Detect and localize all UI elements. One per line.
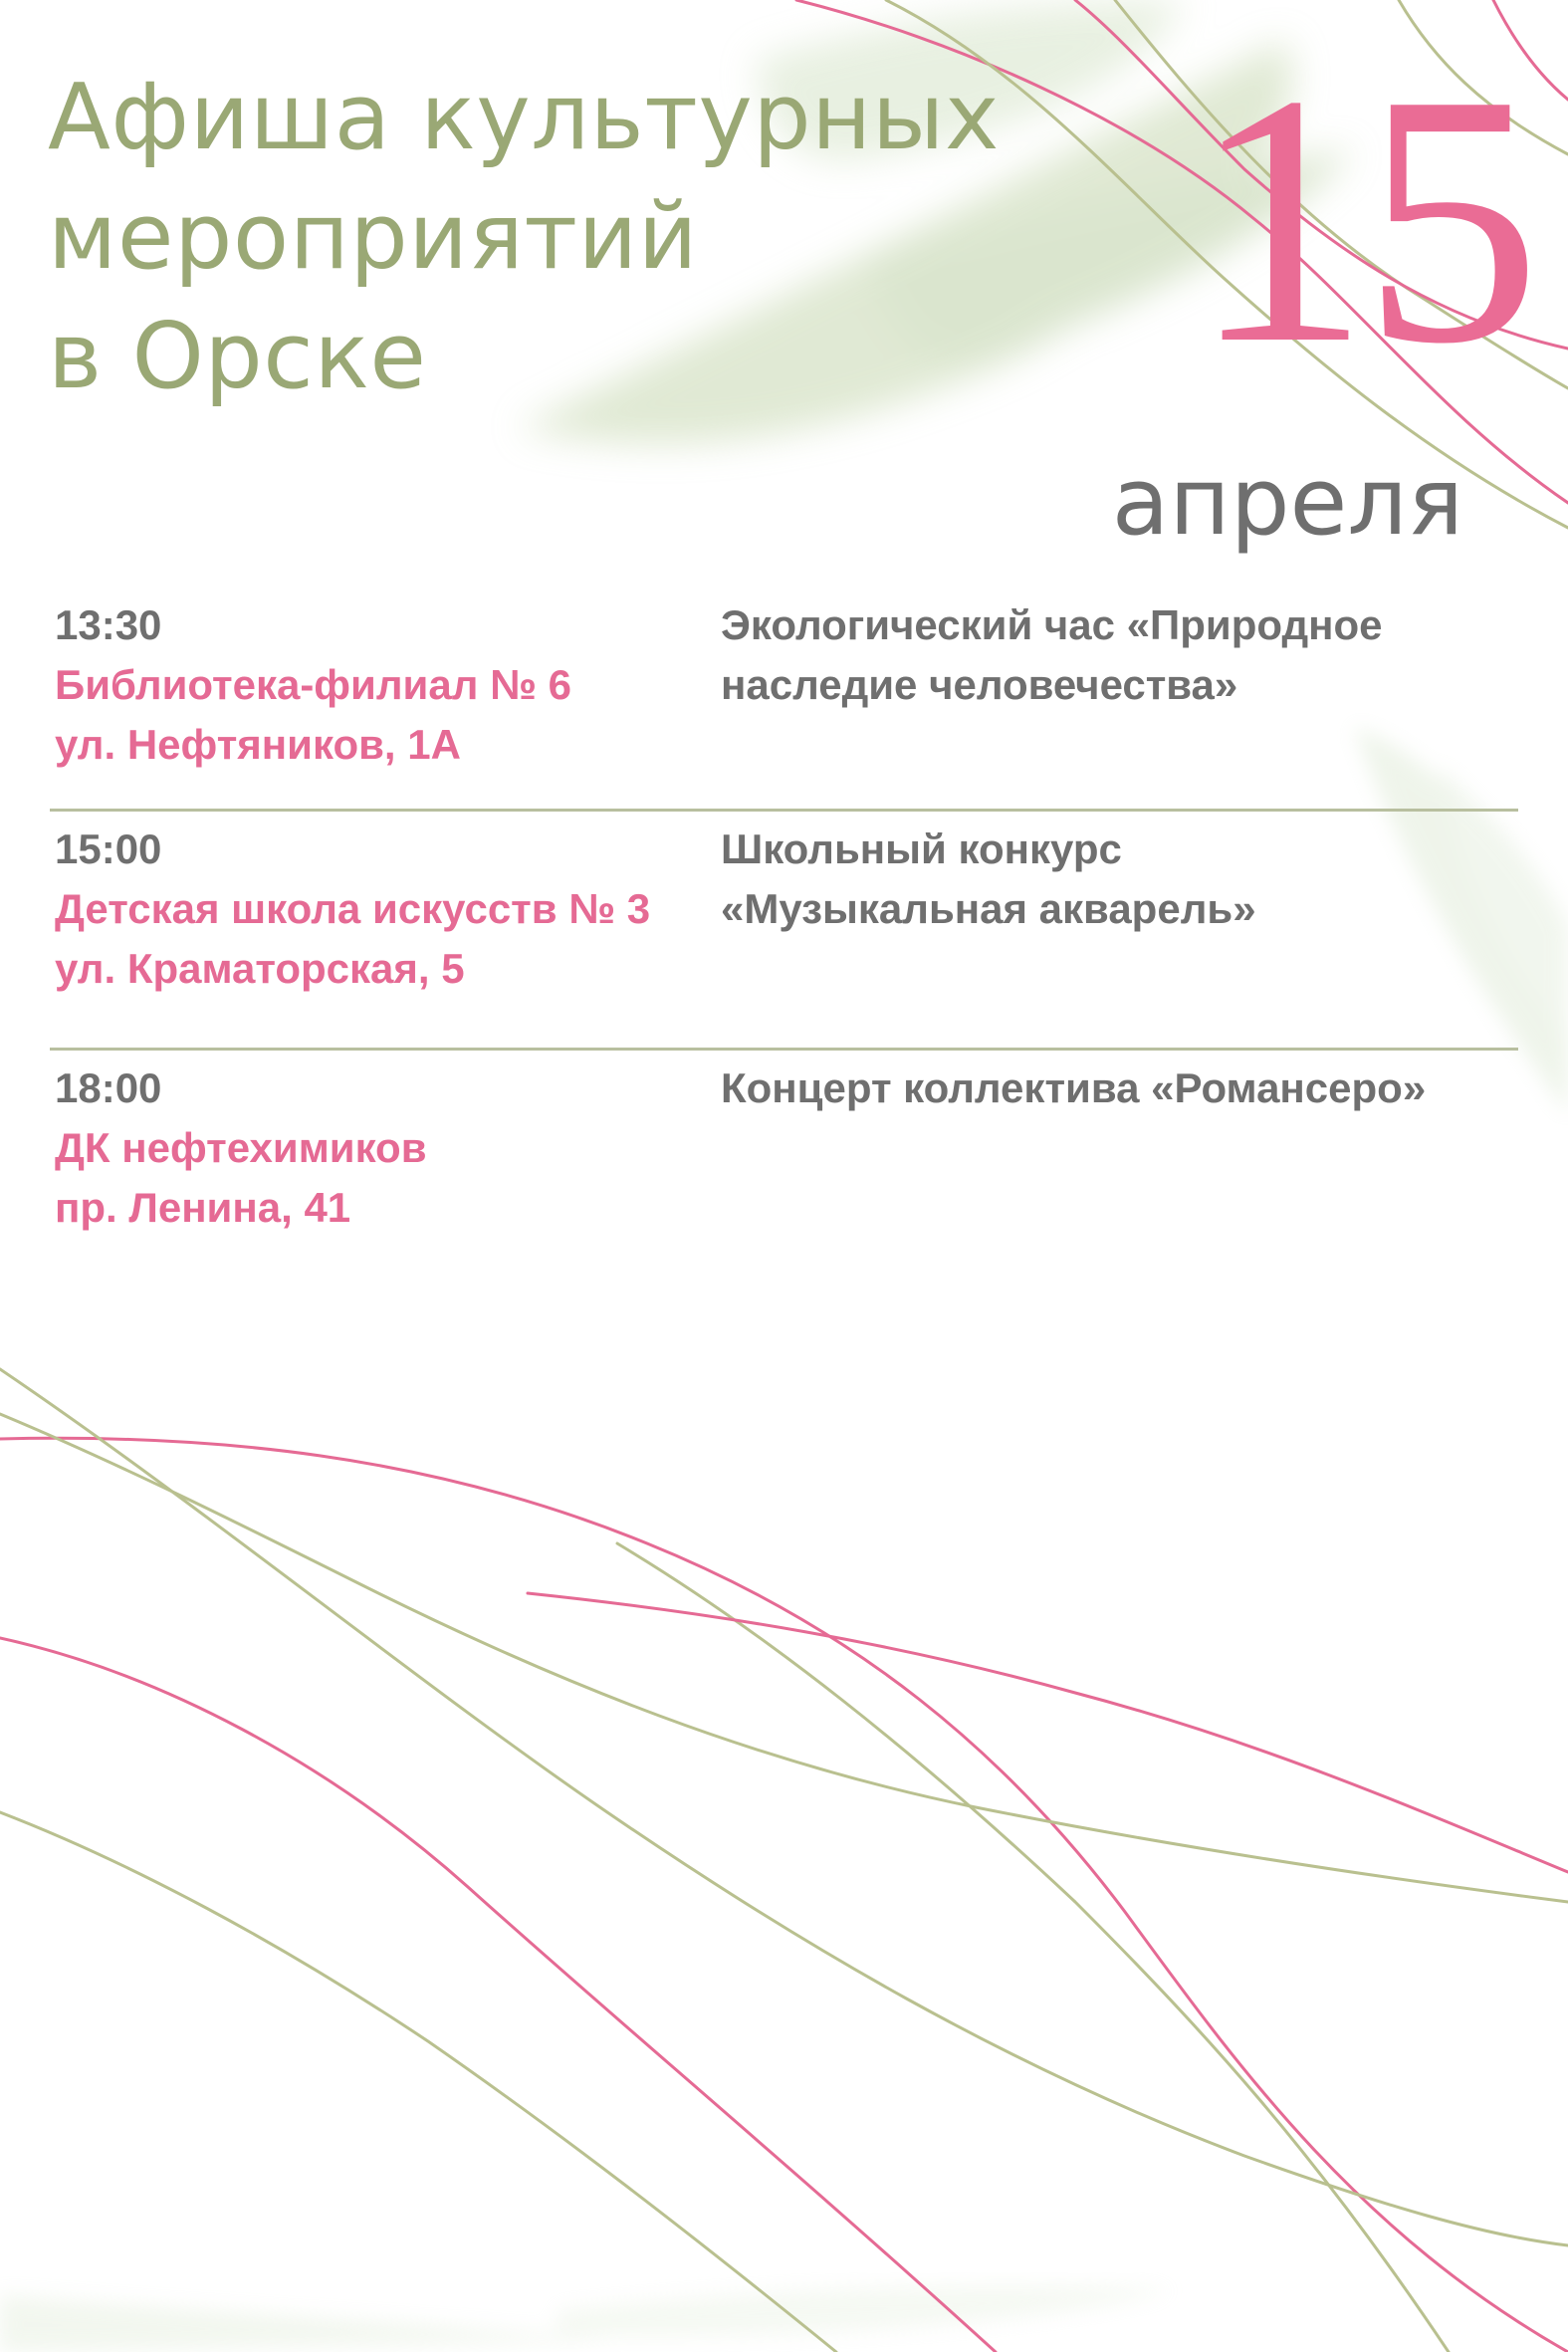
event-meta-1 [55,595,692,775]
page-title-line-2: мероприятий [48,183,699,290]
event-meta-2 [55,820,692,999]
event-title-1-line-2: наследие человечества» [721,661,1238,708]
event-address-2: ул. Краматорская, 5 [55,945,465,992]
event-title-2-line-2: «Музыкальная акварель» [721,885,1256,932]
event-meta-3 [55,1058,692,1238]
page-title [48,58,1043,416]
event-title-3 [721,1058,1517,1118]
page-title-line-3: в Орске [48,303,427,409]
event-venue-3: ДК нефтехимиков [55,1124,427,1171]
event-row-2 [50,812,1518,1051]
event-venue-2: Детская школа искусств № 3 [55,885,651,932]
event-time-1: 13:30 [55,601,162,648]
event-address-1: ул. Нефтяников, 1А [55,721,461,768]
event-time-2: 15:00 [55,825,162,872]
event-title-2 [721,820,1517,939]
event-title-1-line-1: Экологический час «Природное [721,601,1383,648]
event-time-3: 18:00 [55,1064,162,1111]
date-day: 15 [1191,20,1533,417]
event-venue-1: Библиотека-филиал № 6 [55,661,571,708]
event-address-3: пр. Ленина, 41 [55,1184,351,1231]
page-title-line-1: Афиша культурных [48,64,1000,170]
date-month: апреля [1111,448,1463,557]
event-title-3-line-1: Концерт коллектива «Романсеро» [721,1064,1427,1111]
event-row-3 [50,1051,1518,1290]
event-title-1 [721,595,1517,715]
event-title-2-line-1: Школьный конкурс [721,825,1122,872]
event-row-1 [50,588,1518,812]
events-schedule [50,588,1518,1290]
